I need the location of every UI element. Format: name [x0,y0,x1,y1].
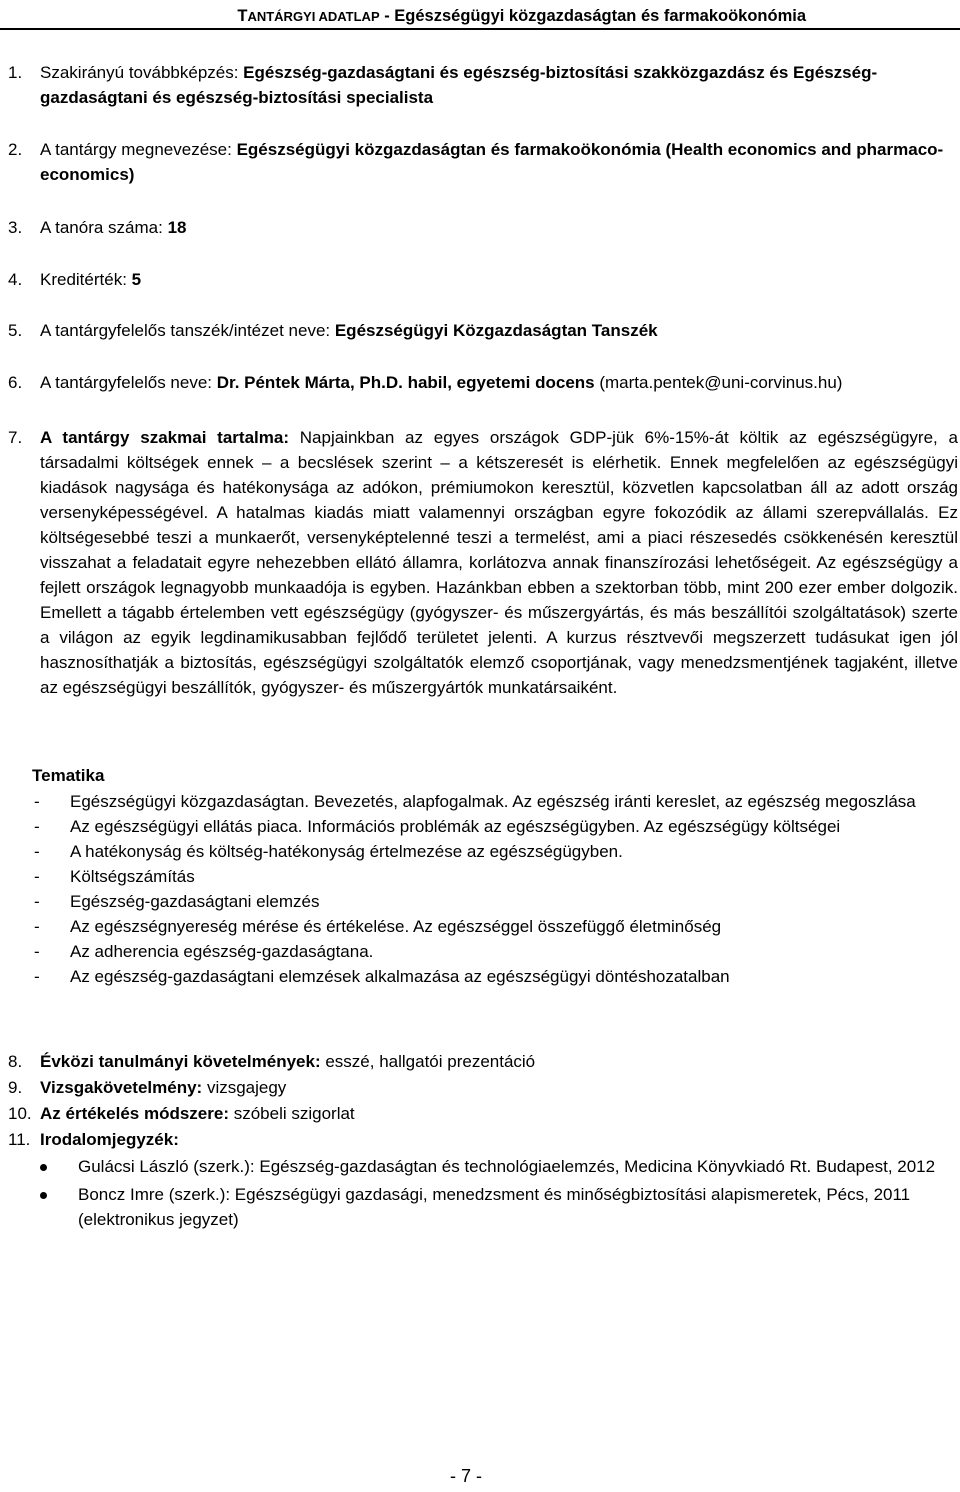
list-item: - Egészség-gazdaságtani elemzés [34,892,320,911]
item-number: 6. [8,373,23,392]
list-item: - Az adherencia egészség-gazdaságtana. [34,942,374,961]
email-text: (marta.pentek@uni-corvinus.hu) [594,373,843,392]
item-label: Irodalomjegyzék: [40,1130,179,1149]
item-value: 18 [167,218,187,237]
item-value: Napjainkban az egyes országok GDP-jük 6%-15%-át költik az egészségügyre, a társadalmi költségek ennek – a becslések szerint – a kétszeresét is elérhetik. Ennek megfelelően az egészségügyi kiadások nagysága és hatékonysága az adókon, prémiumokon keresztül, közvetlen kapcsolatban áll az adott ország versenyképességével. A hatalmas kiadás miatt valamennyi országban egyre fokozódik az állami szerepvállalás. Ez költségesebbé teszi a munkaerőt, versenyképtelenné teszi a termelést, ami a piaci részesedés csökkenésén keresztül visszahat a feladatait egyre nehezebben ellátó államra, korlátozva annak finanszírozási lehetőségeit. Az egészségügy a fejlett országok legnagyobb munkaadója is egyben. Hazánkban ebben a szektorban több, mint 200 ezer ember dolgozik. Emellett a tágabb értelemben vett egészségügy (gyógyszer- és műszergyártás, és más beszállítói szolgáltatások) szerte a világon az egyik legdinamikusabban fejlődő területet jelenti. A kurzus résztvevői megszerzett tudásukat igen jól hasznosíthatják a biztosítás, egészségügyi szolgáltatók elemző csoportjának, vagy menedzsmentjének tagjaként, illetve az egészségügyi beszállítók, gyógyszer- és műszergyártók munkatársaiként. [40,428,958,697]
item-program [8,60,958,110]
list-item: - Az egészség-gazdaságtani elemzések alkalmazása az egészségügyi döntéshozatalban [34,967,730,986]
item-value: Dr. Péntek Márta, Ph.D. habil, egyetemi docens [216,373,595,392]
item-number: 9. [8,1078,23,1097]
item-number: 11. [8,1130,31,1149]
document-title [237,6,806,27]
literature-item: Gulácsi László (szerk.): Egészség-gazdaságtan és technológiaelemzés, Medicina Könyvkiadó Rt. Budapest, 2012 [40,1154,940,1179]
item-department [8,318,958,343]
item-number: 3. [8,218,23,237]
item-number: 5. [8,321,23,340]
item-hours [8,215,958,240]
item-label: A tanóra száma: [40,218,168,237]
literature-item: Boncz Imre (szerk.): Egészségügyi gazdasági, menedzsment és minőségbiztosítási alapismeretek, Pécs, 2011 (elektronikus jegyzet) [40,1182,940,1232]
item-requirements [8,1049,958,1074]
list-item: - Költségszámítás [34,867,195,886]
tematika-heading: Tematika [32,766,105,785]
item-label: Szakirányú továbbképzés: [40,63,244,82]
item-number: 7. [8,428,23,447]
item-label: Az értékelés módszere: [40,1104,234,1123]
item-value: Egészségügyi közgazdaságtan és farmakoökonómia (Health economics and pharmaco-economics) [40,140,944,184]
item-number: 10. [8,1104,32,1123]
item-label: A tantárgyfelelős tanszék/intézet neve: [40,321,335,340]
item-number: 2. [8,140,23,159]
item-value: Egészségügyi Közgazdaságtan Tanszék [334,321,658,340]
item-value: Egészség-gazdaságtani és egészség-biztosítási szakközgazdász és Egészség-gazdaságtani és egészség-biztosítási specialista [40,63,878,107]
item-content [8,425,958,700]
list-item: - Egészségügyi közgazdaságtan. Bevezetés, alapfogalmak. Az egészség iránti kereslet, az egészség megoszlása [34,792,916,811]
item-responsible [8,370,958,395]
item-label: Évközi tanulmányi követelmények: [40,1052,326,1071]
title-small-caps: ANTÁRGYI ADATLAP [247,9,380,24]
list-item: - A hatékonyság és költség-hatékonyság értelmezése az egészségügyben. [34,842,623,861]
item-value: 5 [131,270,142,289]
item-number: 4. [8,270,23,289]
item-label: A tantárgy megnevezése: [40,140,237,159]
bullet-icon [40,1164,47,1171]
item-exam [8,1075,958,1100]
page-number: - 7 - [450,1466,483,1486]
item-literature [8,1127,958,1152]
item-credits [8,267,958,292]
item-label: Kreditérték: [40,270,132,289]
item-subject-name [8,137,958,187]
item-number: 8. [8,1052,23,1071]
item-number: 1. [8,63,23,82]
tematika-list [32,789,956,989]
bullet-icon [40,1192,47,1199]
literature-list [40,1154,940,1235]
list-item: - Az egészségügyi ellátás piaca. Információs problémák az egészségügyben. Az egészségügy költségei [34,817,841,836]
item-label: A tantárgy szakmai tartalma: [40,428,300,447]
item-evaluation [8,1101,958,1126]
item-label: Vizsgakövetelmény: [40,1078,207,1097]
list-item: - Az egészségnyereség mérése és értékelése. Az egészséggel összefüggő életminőség [34,917,722,936]
title-subject: - Egészségügyi közgazdaságtan és farmakoökonómia [379,7,806,25]
item-value: esszé, hallgatói prezentáció [325,1052,536,1071]
item-label: A tantárgyfelelős neve: [40,373,217,392]
page-header [0,4,960,30]
item-value: vizsgajegy [206,1078,287,1097]
title-initial: T [237,7,248,25]
item-value: szóbeli szigorlat [233,1104,355,1123]
